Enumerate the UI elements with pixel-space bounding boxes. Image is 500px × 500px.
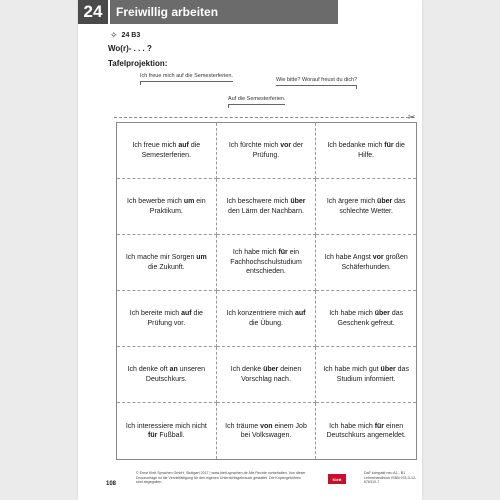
phrase-card xyxy=(217,347,317,403)
phrase-start: Ich habe Angst xyxy=(324,254,373,262)
preposition: von xyxy=(260,422,273,430)
phrase-end: die Zukunft. xyxy=(148,263,185,271)
copyright-notice: © Ernst Klett Sprachen GmbH, Stuttgart 2017 | www.klett-sprachen.de Alle Rechte vorbehalten. Von dieser Druckvorlage ist die Vervielfältigung für den eigenen Unterrichtsgebrauch gestattet. Die Kopiergebühren sind abgegolten. xyxy=(136,471,306,485)
phrase-end: das schlechte Wetter. xyxy=(339,198,406,215)
phrase-card xyxy=(117,235,217,291)
speech-bubble-1: Ich freue mich auf die Semesterferien. xyxy=(140,73,233,82)
phrase-card xyxy=(316,347,416,403)
phrase-text xyxy=(123,422,210,441)
speech-bubble-3: Auf die Semesterferien. xyxy=(228,96,285,105)
phrase-start: Ich freue mich xyxy=(132,142,179,150)
phrase-start: Ich habe mich gut xyxy=(323,366,381,374)
speech-bubble-2: Wie bitte? Worauf freust du dich? xyxy=(276,77,357,86)
exercise-reference xyxy=(110,30,140,41)
phrase-card xyxy=(217,235,317,291)
phrase-text xyxy=(123,309,210,328)
phrase-start: Ich träume xyxy=(225,422,261,430)
phrase-card xyxy=(117,123,217,179)
phrase-text xyxy=(322,253,410,272)
preposition: auf xyxy=(178,142,189,150)
exercise-reference-label: 24 B3 xyxy=(121,32,141,39)
phrase-start: Ich bewerbe mich xyxy=(127,198,184,206)
phrase-end: die Hilfe. xyxy=(358,142,405,159)
preposition: über xyxy=(263,366,279,374)
phrase-card xyxy=(217,291,317,347)
phrase-text xyxy=(123,253,210,272)
phrase-text xyxy=(322,197,410,216)
preposition: um xyxy=(183,198,195,206)
chapter-number: 24 xyxy=(78,0,110,24)
preposition: vor xyxy=(280,142,292,150)
phrase-card xyxy=(316,235,416,291)
phrase-end: das Geschenk gefreut. xyxy=(337,310,404,327)
preposition: auf xyxy=(294,310,306,318)
phrase-card xyxy=(316,123,416,179)
phrase-card xyxy=(117,179,217,235)
phrase-text xyxy=(123,365,210,384)
preposition: auf xyxy=(181,310,192,318)
preposition: um xyxy=(196,254,207,262)
phrase-start: Ich habe mich xyxy=(232,249,279,257)
phrase-start: Ich denke xyxy=(230,366,264,374)
card-grid xyxy=(116,122,417,460)
phrase-text xyxy=(322,141,410,160)
phrase-text xyxy=(223,141,310,160)
page-number: 108 xyxy=(106,481,117,487)
phrase-card xyxy=(217,179,317,235)
phrase-text xyxy=(223,365,310,384)
preposition: für xyxy=(148,432,158,439)
phrase-end: unseren Deutschkurs. xyxy=(145,366,206,383)
phrase-start: Ich bedanke mich xyxy=(327,142,385,150)
preposition: über xyxy=(380,366,396,374)
phrase-start: Ich denke oft xyxy=(127,366,170,374)
phrase-end: die Prüfung vor. xyxy=(147,310,203,327)
preposition: für xyxy=(278,249,288,257)
phrase-end: das Studium informiert. xyxy=(336,366,409,383)
tafel-heading: Tafelprojektion: xyxy=(108,59,168,68)
klett-logo: Klett xyxy=(328,474,346,484)
phrase-start: Ich habe mich xyxy=(329,310,375,318)
phrase-end: großen Schäferhunden. xyxy=(341,254,408,271)
phrase-text xyxy=(322,309,410,328)
phrase-text xyxy=(223,422,310,441)
phrase-text xyxy=(223,309,310,328)
phrase-card xyxy=(117,347,217,403)
chapter-title: Freiwillig arbeiten xyxy=(110,0,338,24)
phrase-card xyxy=(117,403,217,459)
phrase-end: Fußball. xyxy=(157,432,185,439)
worksheet-page xyxy=(78,0,422,500)
phrase-start: Ich habe mich xyxy=(329,422,375,430)
phrase-end: ein Praktikum. xyxy=(149,198,206,215)
preposition: über xyxy=(374,310,390,318)
question-heading: Wo(r)- . . . ? xyxy=(108,44,152,53)
phrase-end: der Prüfung. xyxy=(252,142,304,159)
phrase-start: Ich beschwere mich xyxy=(226,198,291,206)
phrase-card xyxy=(316,179,416,235)
sparkle-icon: ✧ xyxy=(110,30,118,40)
phrase-end: die Übung. xyxy=(249,319,283,327)
phrase-text xyxy=(223,248,310,276)
phrase-start: Ich ärgere mich xyxy=(326,198,378,206)
phrase-card xyxy=(316,291,416,347)
preposition: für xyxy=(384,142,394,150)
phrase-text xyxy=(322,422,410,441)
phrase-text xyxy=(322,365,410,384)
phrase-start: Ich fürchte mich xyxy=(228,142,281,150)
preposition: für xyxy=(374,422,385,430)
phrase-end: die Semesterferien. xyxy=(141,142,201,159)
preposition: vor xyxy=(372,254,384,262)
phrase-end: ein Fachhochschulstudium entschieden. xyxy=(230,249,302,276)
phrase-card xyxy=(217,123,317,179)
phrase-end: den Lärm der Nachbarn. xyxy=(228,207,304,215)
phrase-text xyxy=(223,197,310,216)
phrase-start: Ich mache mir Sorgen xyxy=(125,254,197,262)
scissors-icon: ✂ xyxy=(408,112,416,122)
preposition: über xyxy=(290,198,306,206)
chapter-header xyxy=(78,0,338,24)
phrase-card xyxy=(117,291,217,347)
phrase-start: Ich interessiere mich nicht xyxy=(125,422,207,430)
phrase-text xyxy=(123,141,210,160)
phrase-end: deinen Vorschlag nach. xyxy=(241,366,302,383)
cut-line xyxy=(114,117,414,118)
phrase-end: einem Job bei Volkswagen. xyxy=(240,422,307,439)
phrase-card xyxy=(316,403,416,459)
phrase-start: Ich konzentriere mich xyxy=(226,310,295,318)
phrase-start: Ich bereite mich xyxy=(129,310,182,318)
phrase-end: einen Deutschkurs angemeldet. xyxy=(326,422,406,439)
phrase-card xyxy=(217,403,317,459)
phrase-text xyxy=(123,197,210,216)
preposition: an xyxy=(169,366,178,374)
preposition: über xyxy=(377,198,393,206)
book-info: DaF kompakt neu A1 - B1 Lehrerhandbuch ISBN 978-3-12-676310-7 xyxy=(364,471,417,485)
